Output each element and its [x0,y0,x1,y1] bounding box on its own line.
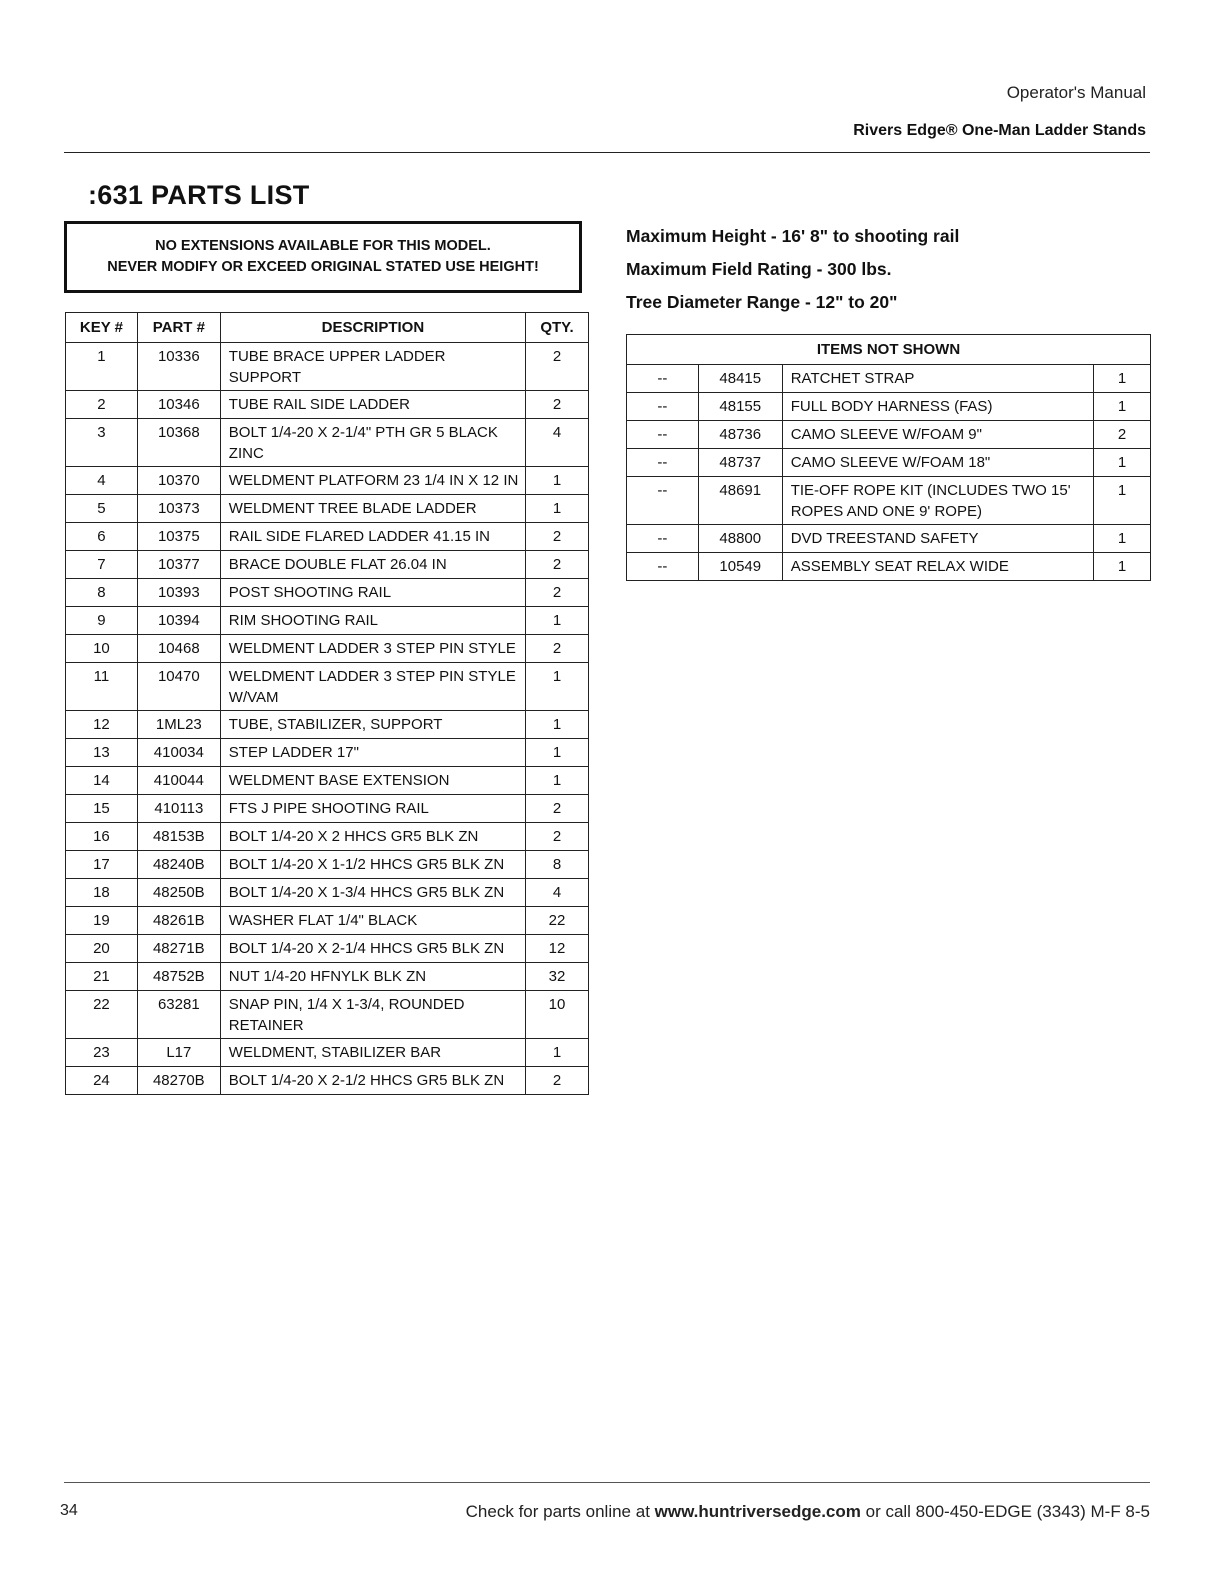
cell-key: 11 [66,663,138,711]
cell-qty: 1 [526,739,589,767]
cell-part-number: 10375 [137,523,220,551]
cell-description: POST SHOOTING RAIL [220,579,525,607]
parts-table-row [66,739,589,767]
parts-table-row [66,663,589,711]
cell-description: BOLT 1/4-20 X 2-1/2 HHCS GR5 BLK ZN [220,1067,525,1095]
cell-part-number: 48415 [698,365,782,393]
warning-box [64,221,582,293]
parts-table-row [66,1067,589,1095]
items-not-shown-row [627,553,1151,581]
cell-part-number: 48250B [137,879,220,907]
cell-description: STEP LADDER 17" [220,739,525,767]
cell-qty: 2 [526,551,589,579]
cell-description: RIM SHOOTING RAIL [220,607,525,635]
parts-table-row [66,963,589,991]
cell-key: 12 [66,711,138,739]
parts-table-row [66,823,589,851]
cell-qty: 1 [526,663,589,711]
cell-description: TIE-OFF ROPE KIT (INCLUDES TWO 15' ROPES AND ONE 9' ROPE) [782,477,1093,525]
cell-part-number: 48153B [137,823,220,851]
cell-key: 22 [66,991,138,1039]
cell-qty: 4 [526,879,589,907]
cell-part-number: 410113 [137,795,220,823]
cell-qty: 1 [1094,477,1151,525]
items-not-shown-row [627,525,1151,553]
cell-key: 1 [66,343,138,391]
cell-description: RAIL SIDE FLARED LADDER 41.15 IN [220,523,525,551]
cell-part-number: 48736 [698,421,782,449]
cell-description: WELDMENT TREE BLADE LADDER [220,495,525,523]
header-qty: QTY. [526,313,589,343]
cell-description: WASHER FLAT 1/4" BLACK [220,907,525,935]
cell-key: 10 [66,635,138,663]
cell-qty: 2 [526,579,589,607]
cell-key: 18 [66,879,138,907]
spec-tree-range: Tree Diameter Range - 12" to 20" [626,292,898,312]
items-not-shown-table [626,334,1151,581]
website-link[interactable]: www.huntriversedge.com [654,1502,861,1521]
cell-key: 23 [66,1039,138,1067]
items-not-shown-row [627,365,1151,393]
footer-suffix: or call 800-450-EDGE (3343) M-F 8-5 [860,1502,1150,1521]
items-not-shown-row [627,393,1151,421]
cell-description: TUBE, STABILIZER, SUPPORT [220,711,525,739]
cell-part-number: 48752B [137,963,220,991]
cell-qty: 2 [1094,421,1151,449]
cell-qty: 2 [526,795,589,823]
footer-divider [64,1482,1150,1483]
cell-description: WELDMENT BASE EXTENSION [220,767,525,795]
cell-key: 24 [66,1067,138,1095]
parts-table-row [66,767,589,795]
cell-qty: 2 [526,823,589,851]
cell-key: 13 [66,739,138,767]
cell-key: -- [627,365,699,393]
parts-table-row [66,1039,589,1067]
cell-key: -- [627,525,699,553]
header-divider [64,152,1150,153]
cell-qty: 8 [526,851,589,879]
cell-part-number: 48737 [698,449,782,477]
cell-description: BOLT 1/4-20 X 1-3/4 HHCS GR5 BLK ZN [220,879,525,907]
cell-description: CAMO SLEEVE W/FOAM 9" [782,421,1093,449]
cell-qty: 1 [526,711,589,739]
cell-qty: 2 [526,635,589,663]
cell-part-number: 10373 [137,495,220,523]
cell-part-number: 48691 [698,477,782,525]
cell-description: BOLT 1/4-20 X 2 HHCS GR5 BLK ZN [220,823,525,851]
parts-table-row [66,343,589,391]
cell-description: RATCHET STRAP [782,365,1093,393]
cell-part-number: L17 [137,1039,220,1067]
cell-key: 3 [66,419,138,467]
cell-description: WELDMENT, STABILIZER BAR [220,1039,525,1067]
cell-description: ASSEMBLY SEAT RELAX WIDE [782,553,1093,581]
cell-part-number: 48261B [137,907,220,935]
page-title: :631 PARTS LIST [88,180,310,210]
cell-part-number: 10549 [698,553,782,581]
parts-table-row [66,795,589,823]
cell-qty: 1 [526,607,589,635]
cell-part-number: 1ML23 [137,711,220,739]
product-title: Rivers Edge® One-Man Ladder Stands [853,122,1146,139]
parts-table-row [66,991,589,1039]
cell-description: NUT 1/4-20 HFNYLK BLK ZN [220,963,525,991]
cell-part-number: 48270B [137,1067,220,1095]
cell-key: -- [627,393,699,421]
cell-description: BOLT 1/4-20 X 2-1/4 HHCS GR5 BLK ZN [220,935,525,963]
cell-qty: 1 [1094,449,1151,477]
header-key: KEY # [66,313,138,343]
parts-table-row [66,551,589,579]
cell-description: CAMO SLEEVE W/FOAM 18" [782,449,1093,477]
cell-key: 21 [66,963,138,991]
parts-table-row [66,523,589,551]
cell-description: BOLT 1/4-20 X 1-1/2 HHCS GR5 BLK ZN [220,851,525,879]
parts-table-row [66,607,589,635]
parts-table-row [66,467,589,495]
cell-qty: 1 [1094,553,1151,581]
parts-table-row [66,419,589,467]
cell-key: 7 [66,551,138,579]
cell-key: -- [627,449,699,477]
cell-qty: 1 [1094,393,1151,421]
cell-description: TUBE BRACE UPPER LADDER SUPPORT [220,343,525,391]
cell-key: 14 [66,767,138,795]
specs-block [626,220,959,319]
cell-qty: 4 [526,419,589,467]
items-not-shown-row [627,477,1151,525]
warning-line-2: NEVER MODIFY OR EXCEED ORIGINAL STATED USE HEIGHT! [107,259,539,275]
cell-description: SNAP PIN, 1/4 X 1-3/4, ROUNDED RETAINER [220,991,525,1039]
parts-table-row [66,579,589,607]
cell-description: WELDMENT PLATFORM 23 1/4 IN X 12 IN [220,467,525,495]
cell-key: 9 [66,607,138,635]
parts-table-row [66,851,589,879]
cell-part-number: 48240B [137,851,220,879]
cell-part-number: 10370 [137,467,220,495]
cell-key: 2 [66,391,138,419]
items-not-shown-title: ITEMS NOT SHOWN [627,335,1151,365]
items-not-shown-row [627,449,1151,477]
manual-title: Operator's Manual [1006,83,1146,102]
cell-qty: 2 [526,1067,589,1095]
cell-qty: 2 [526,343,589,391]
cell-key: 8 [66,579,138,607]
cell-key: 16 [66,823,138,851]
items-not-shown-row [627,421,1151,449]
footer-prefix: Check for parts online at [465,1502,655,1521]
cell-key: -- [627,421,699,449]
cell-qty: 1 [1094,365,1151,393]
cell-part-number: 48155 [698,393,782,421]
spec-max-height: Maximum Height - 16' 8" to shooting rail [626,226,960,246]
cell-qty: 1 [1094,525,1151,553]
cell-part-number: 10346 [137,391,220,419]
cell-key: 19 [66,907,138,935]
cell-qty: 1 [526,495,589,523]
cell-qty: 12 [526,935,589,963]
spec-max-rating: Maximum Field Rating - 300 lbs. [626,259,892,279]
parts-table-row [66,495,589,523]
parts-table-row [66,879,589,907]
cell-key: -- [627,477,699,525]
cell-qty: 1 [526,767,589,795]
footer-text [466,1502,1150,1522]
parts-table-row [66,935,589,963]
cell-part-number: 10393 [137,579,220,607]
cell-part-number: 410034 [137,739,220,767]
cell-part-number: 10468 [137,635,220,663]
cell-qty: 1 [526,467,589,495]
cell-description: FULL BODY HARNESS (FAS) [782,393,1093,421]
header-description: DESCRIPTION [220,313,525,343]
cell-key: 20 [66,935,138,963]
cell-part-number: 10470 [137,663,220,711]
cell-description: WELDMENT LADDER 3 STEP PIN STYLE [220,635,525,663]
cell-key: 17 [66,851,138,879]
warning-line-1: NO EXTENSIONS AVAILABLE FOR THIS MODEL. [155,238,491,254]
cell-qty: 1 [526,1039,589,1067]
cell-description: BOLT 1/4-20 X 2-1/4" PTH GR 5 BLACK ZINC [220,419,525,467]
parts-table [65,312,589,1095]
cell-description: BRACE DOUBLE FLAT 26.04 IN [220,551,525,579]
cell-part-number: 410044 [137,767,220,795]
cell-key: -- [627,553,699,581]
cell-qty: 22 [526,907,589,935]
page-number: 34 [60,1502,78,1519]
parts-table-row [66,711,589,739]
cell-description: WELDMENT LADDER 3 STEP PIN STYLE W/VAM [220,663,525,711]
cell-part-number: 48271B [137,935,220,963]
cell-key: 6 [66,523,138,551]
cell-part-number: 10368 [137,419,220,467]
cell-part-number: 63281 [137,991,220,1039]
cell-part-number: 10394 [137,607,220,635]
cell-key: 5 [66,495,138,523]
cell-part-number: 10377 [137,551,220,579]
cell-description: FTS J PIPE SHOOTING RAIL [220,795,525,823]
cell-qty: 32 [526,963,589,991]
cell-description: TUBE RAIL SIDE LADDER [220,391,525,419]
cell-description: DVD TREESTAND SAFETY [782,525,1093,553]
cell-key: 15 [66,795,138,823]
cell-qty: 2 [526,391,589,419]
cell-part-number: 48800 [698,525,782,553]
parts-table-header [66,313,589,343]
header-part: PART # [137,313,220,343]
cell-qty: 10 [526,991,589,1039]
parts-table-row [66,635,589,663]
cell-part-number: 10336 [137,343,220,391]
parts-table-row [66,907,589,935]
items-not-shown-header [627,335,1151,365]
cell-qty: 2 [526,523,589,551]
cell-key: 4 [66,467,138,495]
parts-table-row [66,391,589,419]
